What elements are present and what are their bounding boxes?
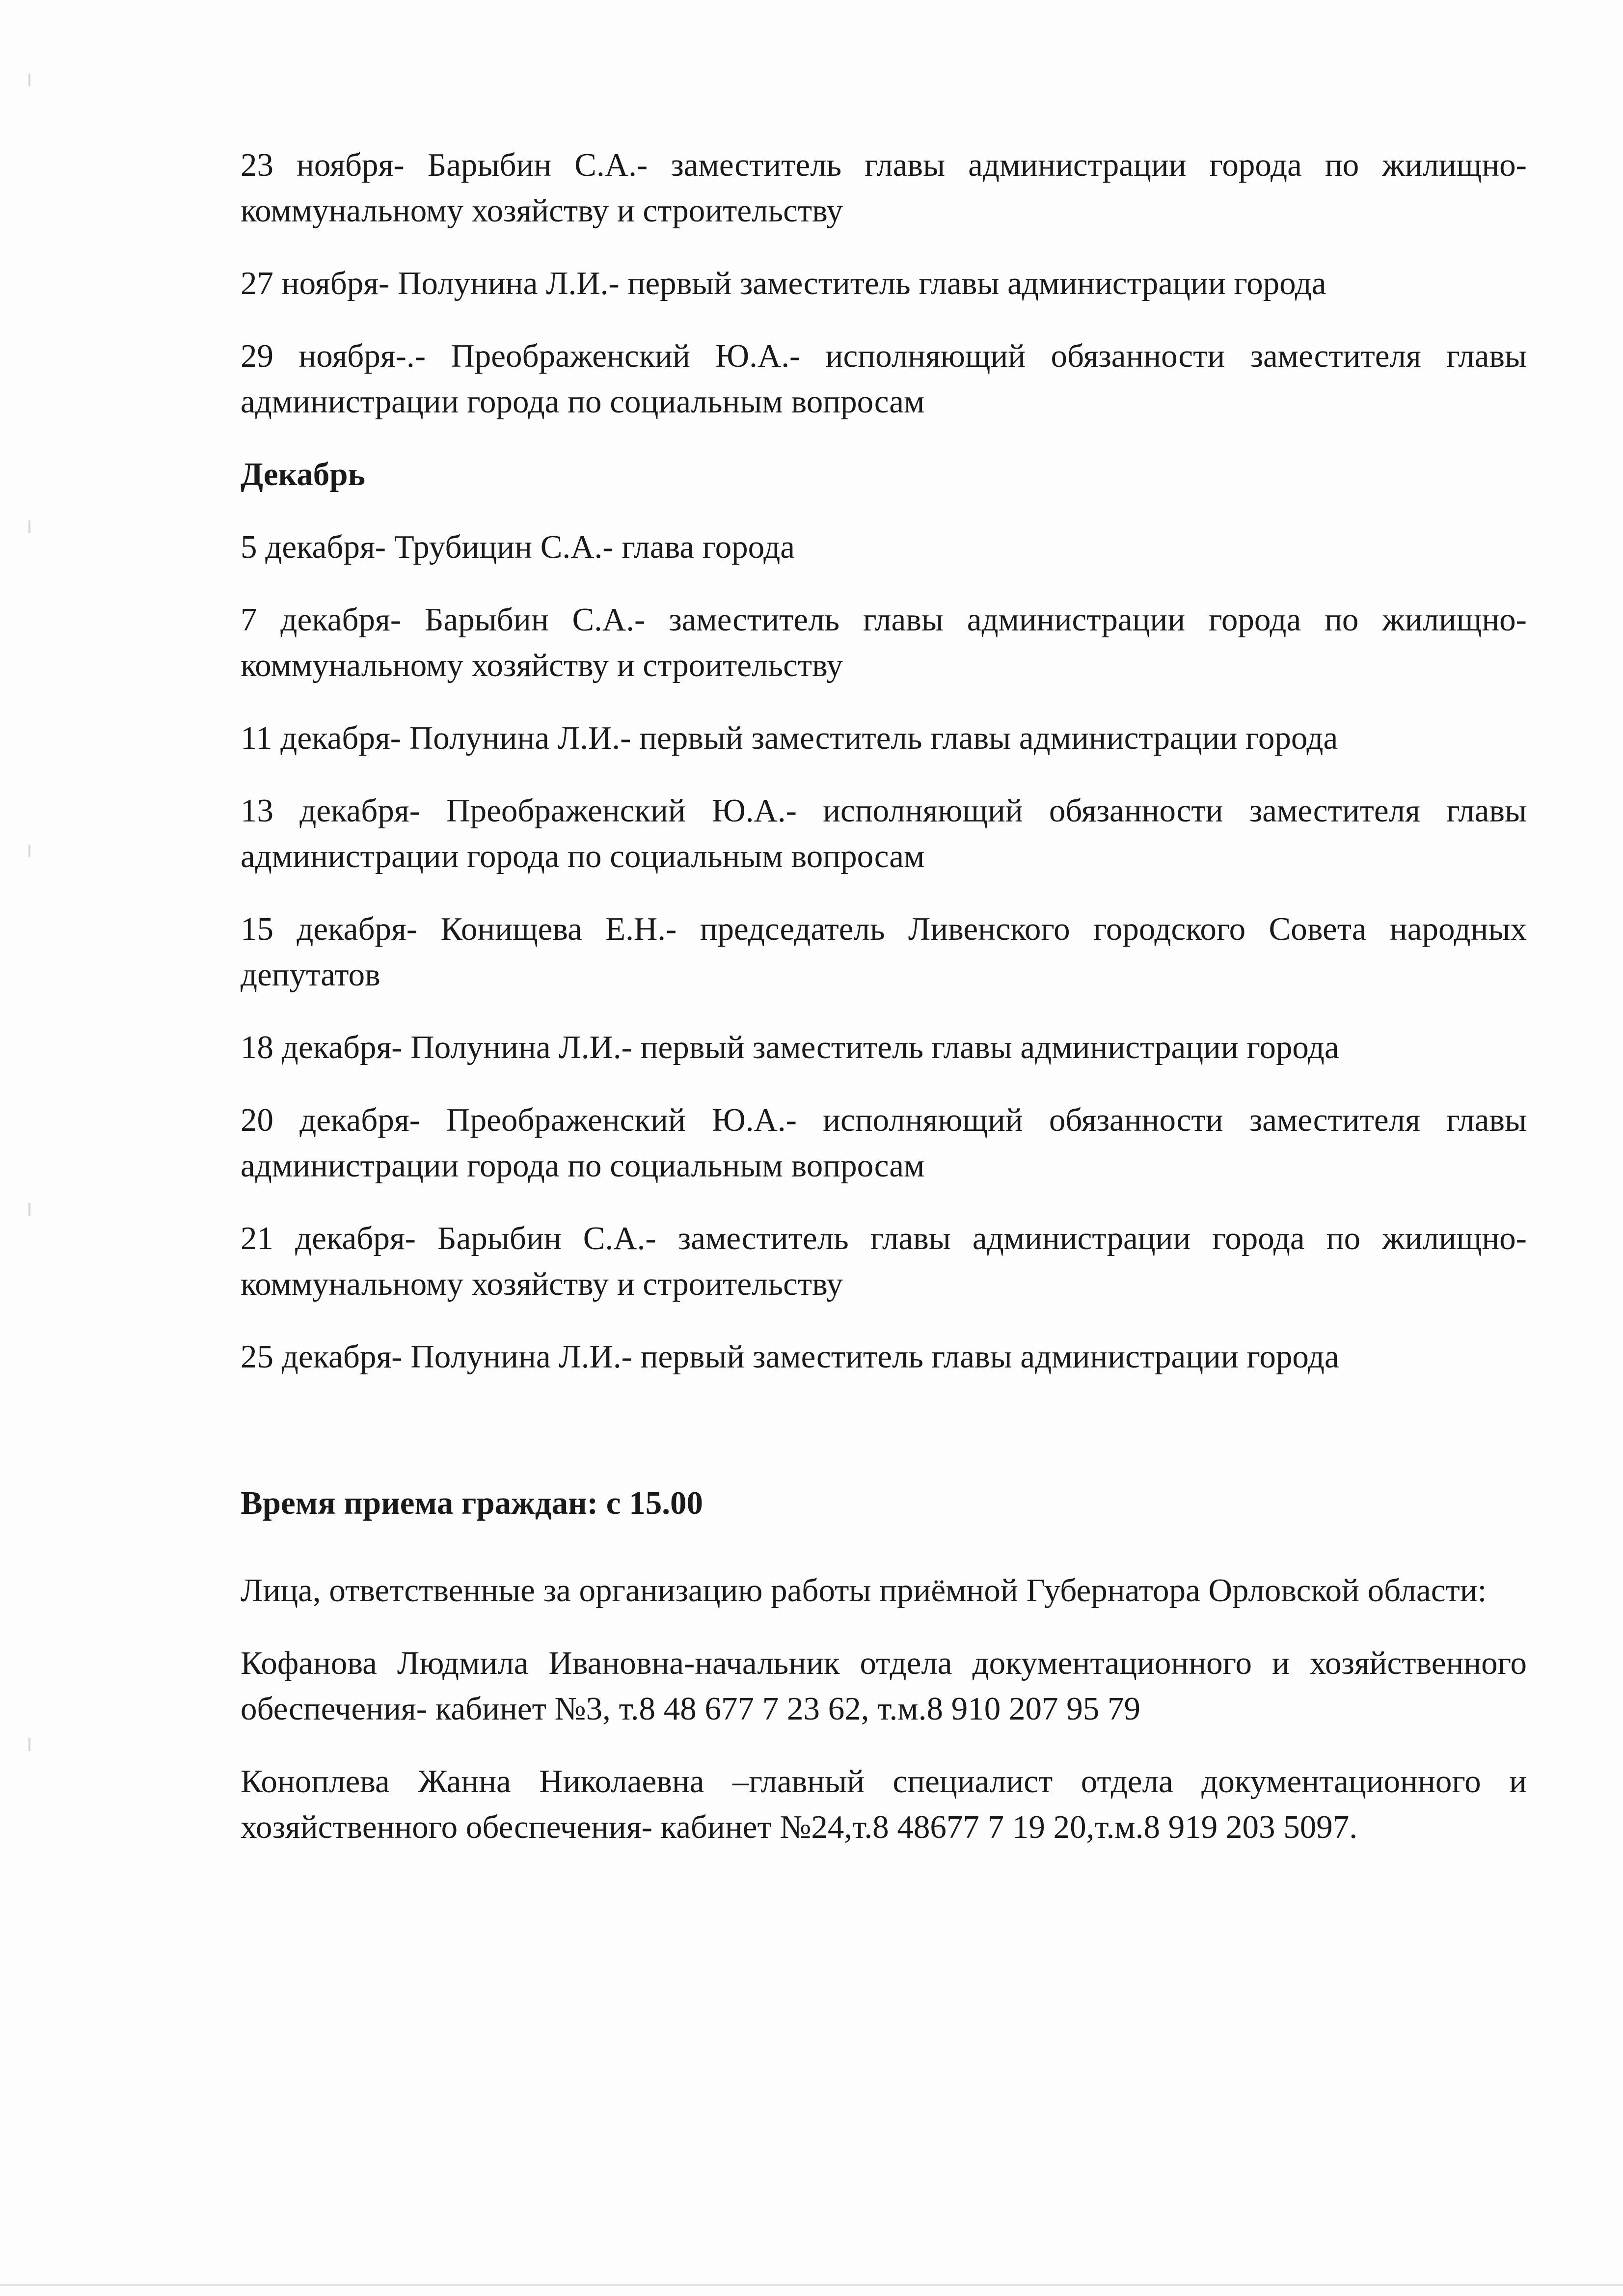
section-spacer (241, 1407, 1527, 1480)
responsible-person: Коноплева Жанна Николаевна –главный специалист отдела документационного и хозяйственного обеспечения- кабинет №24,т.8 48677 7 19 20,т.м.8 919 203 5097. (241, 1763, 1527, 1845)
scan-edge-mark (28, 1203, 30, 1216)
schedule-entry: 20 декабря- Преображенский Ю.А.- исполняющий обязанности заместителя главы администрации города по социальным вопросам (241, 1102, 1527, 1184)
schedule-entry: 18 декабря- Полунина Л.И.- первый заместитель главы администрации города (241, 1029, 1339, 1066)
schedule-entry: 5 декабря- Трубицин С.А.- глава города (241, 529, 795, 565)
schedule-entry: 25 декабря- Полунина Л.И.- первый заместитель главы администрации города (241, 1339, 1339, 1375)
responsible-intro: Лица, ответственные за организацию работы приёмной Губернатора Орловской области: (241, 1572, 1487, 1609)
schedule-entry: 15 декабря- Конищева Е.Н.- председатель Ливенского городского Совета народных депутатов (241, 911, 1527, 993)
responsible-person: Кофанова Людмила Ивановна-начальник отдела документационного и хозяйственного обеспечения- кабинет №3, т.8 48 677 7 23 62, т.м.8 910 207 95 79 (241, 1645, 1527, 1727)
scan-edge-mark (28, 1738, 30, 1751)
schedule-entry: 13 декабря- Преображенский Ю.А.- исполняющий обязанности заместителя главы администрации города по социальным вопросам (241, 793, 1527, 875)
scan-edge-mark (28, 74, 30, 86)
section-spacer (241, 1553, 1527, 1568)
scan-edge-mark (28, 520, 30, 533)
scan-bottom-edge (0, 2284, 1623, 2286)
schedule-entry: 7 декабря- Барыбин С.А.- заместитель главы администрации города по жилищно-коммунальному хозяйству и строительству (241, 601, 1527, 683)
schedule-entry: 21 декабря- Барыбин С.А.- заместитель главы администрации города по жилищно-коммунальному хозяйству и строительству (241, 1220, 1527, 1302)
scan-edge-mark (28, 845, 30, 857)
schedule-entry: 29 ноября-.- Преображенский Ю.А.- исполняющий обязанности заместителя главы администрации города по социальным вопросам (241, 338, 1527, 420)
reception-time-heading: Время приема граждан: с 15.00 (241, 1485, 703, 1521)
schedule-entry: 27 ноября- Полунина Л.И.- первый заместитель главы администрации города (241, 265, 1326, 301)
schedule-entry: 11 декабря- Полунина Л.И.- первый заместитель главы администрации города (241, 720, 1338, 756)
document-body (241, 142, 1527, 1877)
schedule-entry: 23 ноября- Барыбин С.А.- заместитель главы администрации города по жилищно-коммунальному хозяйству и строительству (241, 147, 1527, 229)
month-heading-december: Декабрь (241, 456, 365, 492)
